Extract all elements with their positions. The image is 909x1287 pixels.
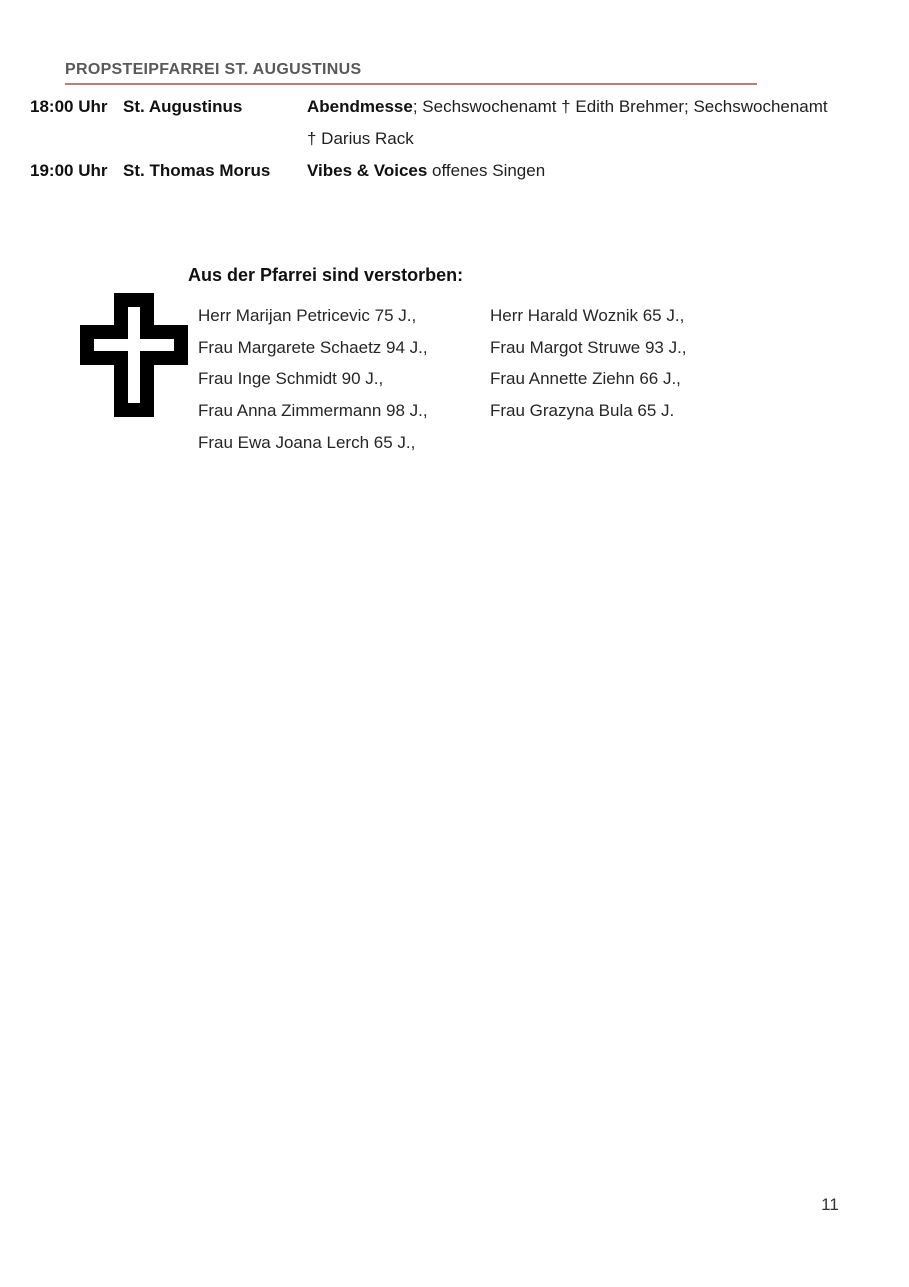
schedule-entry	[30, 155, 880, 187]
memorial-name: Frau Ewa Joana Lerch 65 J.,	[198, 432, 416, 452]
memorial-name: Frau Inge Schmidt 90 J.,	[198, 369, 384, 389]
cross-icon	[80, 293, 188, 417]
mass-schedule	[30, 91, 880, 187]
memorial-names-right	[490, 300, 687, 427]
event-name: Vibes & Voices	[307, 161, 428, 180]
memorial-name: Herr Marijan Petricevic 75 J.,	[198, 306, 417, 325]
memorial-names-left	[198, 300, 428, 459]
page-number: 11	[821, 1195, 839, 1214]
schedule-location: St. Augustinus	[123, 97, 243, 116]
event-detail: offenes Singen	[427, 161, 546, 180]
schedule-location: St. Thomas Morus	[123, 161, 271, 180]
memorial-heading: Aus der Pfarrei sind verstorben:	[188, 265, 464, 285]
memorial-name: Frau Annette Ziehn 66 J.,	[490, 369, 681, 389]
description-line: † Darius Rack	[307, 129, 414, 148]
memorial-name: Frau Grazyna Bula 65 J.	[490, 401, 675, 421]
parish-title: PROPSTEIPFARREI ST. AUGUSTINUS	[65, 61, 362, 78]
memorial-name: Frau Margarete Schaetz 94 J.,	[198, 337, 428, 357]
event-detail: ; Sechswochenamt † Edith Brehmer; Sechswochenamt	[412, 97, 828, 116]
section-header	[65, 60, 757, 85]
description-line	[307, 155, 880, 187]
event-name: Abendmesse	[307, 97, 413, 116]
schedule-description	[307, 91, 880, 155]
memorial-name: Frau Anna Zimmermann 98 J.,	[198, 401, 428, 421]
memorial-name: Herr Harald Woznik 65 J.,	[490, 306, 685, 325]
memorial-name: Frau Margot Struwe 93 J.,	[490, 337, 687, 357]
schedule-time: 18:00 Uhr	[30, 97, 108, 116]
schedule-description	[307, 155, 880, 187]
schedule-time: 19:00 Uhr	[30, 161, 108, 180]
header-underline	[65, 83, 757, 85]
schedule-entry	[30, 91, 880, 155]
description-line	[307, 91, 880, 123]
